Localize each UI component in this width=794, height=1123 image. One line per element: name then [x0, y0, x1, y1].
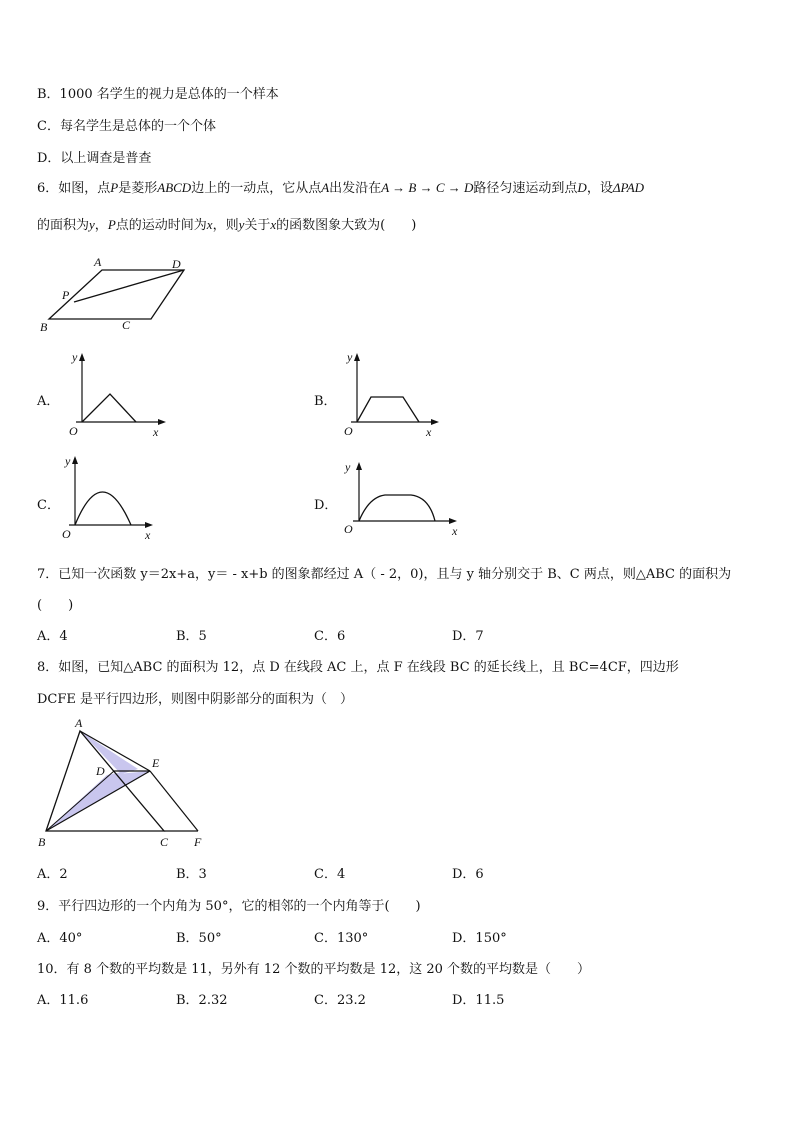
q6-graph-c: [55, 453, 165, 543]
graph-a-x-label: x: [153, 425, 159, 439]
label-c: C: [122, 318, 131, 332]
q6-graph-b: [335, 350, 445, 440]
q7-option-a: A．4: [37, 629, 68, 644]
q6-graph-a: [60, 350, 170, 440]
label-b: B: [40, 320, 48, 334]
q9-stem: 9．平行四边形的一个内角为 50°，它的相邻的一个内角等于( ): [37, 899, 421, 914]
q8-option-d: D．6: [452, 867, 484, 882]
q8-option-b: B．3: [176, 867, 207, 882]
graph-c-curve: [75, 492, 131, 525]
q8-option-c: C．4: [314, 867, 346, 882]
q9-option-a: A．40°: [37, 931, 83, 946]
label-d: D: [172, 257, 181, 271]
label-c: C: [160, 835, 169, 849]
q8-triangle-figure: [34, 715, 214, 853]
graph-d-origin-label: O: [344, 522, 353, 536]
graph-c-y-label: y: [65, 454, 71, 468]
label-a: A: [94, 255, 102, 269]
q8-stem-line2: DCFE 是平行四边形，则图中阴影部分的面积为（ ）: [37, 692, 354, 707]
label-b: B: [38, 835, 46, 849]
q9-option-b: B．50°: [176, 931, 222, 946]
graph-a-y-label: y: [72, 350, 78, 364]
q6-option-d-label: D．: [314, 498, 338, 513]
graph-d-x-label: x: [452, 524, 458, 538]
label-f: F: [194, 835, 202, 849]
q5-option-d: D．以上调查是普查: [37, 151, 152, 166]
q7-option-d: D．7: [452, 629, 484, 644]
label-a: A: [75, 716, 83, 730]
q8-option-a: A．2: [37, 867, 68, 882]
graph-b-curve: [357, 397, 419, 422]
q10-stem: 10．有 8 个数的平均数是 11，另外有 12 个数的平均数是 12，这 20 个数的平均数是（ ）: [37, 962, 591, 977]
q10-option-d: D．11.5: [452, 993, 505, 1008]
graph-a-curve: [82, 394, 136, 422]
q9-option-c: C．130°: [314, 931, 369, 946]
q10-option-b: B．2.32: [176, 993, 228, 1008]
q6-stem-line2: 的面积为y，P点的运动时间为x，则y关于x的函数图象大致为( ): [37, 217, 417, 233]
segment-pd: [74, 270, 184, 302]
shaded-region-top: [80, 731, 138, 774]
q6-stem-line1: 6．如图，点P是菱形ABCD边上的一动点，它从点A出发沿在A → B → C → D路径匀速运动到点D，设ΔPAD: [37, 180, 645, 196]
label-d: D: [96, 764, 105, 778]
q5-option-c: C．每名学生是总体的一个个体: [37, 119, 216, 134]
label-e: E: [152, 756, 160, 770]
q6-option-c-label: C．: [37, 498, 60, 513]
q6-rhombus-figure: [34, 252, 204, 336]
q7-option-b: B．5: [176, 629, 207, 644]
graph-b-x-label: x: [426, 425, 432, 439]
q7-option-c: C．6: [314, 629, 346, 644]
q7-stem-line2: ( ): [37, 598, 74, 613]
q6-option-b-label: B．: [314, 394, 337, 409]
segment-be: [46, 771, 150, 831]
graph-c-x-label: x: [145, 528, 151, 542]
q10-option-c: C．23.2: [314, 993, 366, 1008]
graph-b-y-label: y: [347, 350, 353, 364]
q6-graph-d: [335, 453, 465, 543]
q9-option-d: D．150°: [452, 931, 507, 946]
label-p: P: [62, 288, 70, 302]
q6-option-a-label: A．: [37, 394, 60, 409]
graph-b-origin-label: O: [344, 424, 353, 438]
q7-stem-line1: 7．已知一次函数 y＝2x+a，y＝ - x+b 的图象都经过 A（ - 2，0)，且与 y 轴分别交于 B、C 两点，则△ABC 的面积为: [37, 567, 732, 582]
q8-stem-line1: 8．如图，已知△ABC 的面积为 12，点 D 在线段 AC 上，点 F 在线段 BC 的延长线上，且 BC=4CF，四边形: [37, 660, 679, 675]
q10-option-a: A．11.6: [37, 993, 89, 1008]
graph-d-y-label: y: [345, 460, 351, 474]
graph-d-curve: [359, 495, 435, 521]
q5-option-b: B．1000 名学生的视力是总体的一个样本: [37, 87, 279, 102]
graph-a-origin-label: O: [69, 424, 78, 438]
graph-c-origin-label: O: [62, 527, 71, 541]
